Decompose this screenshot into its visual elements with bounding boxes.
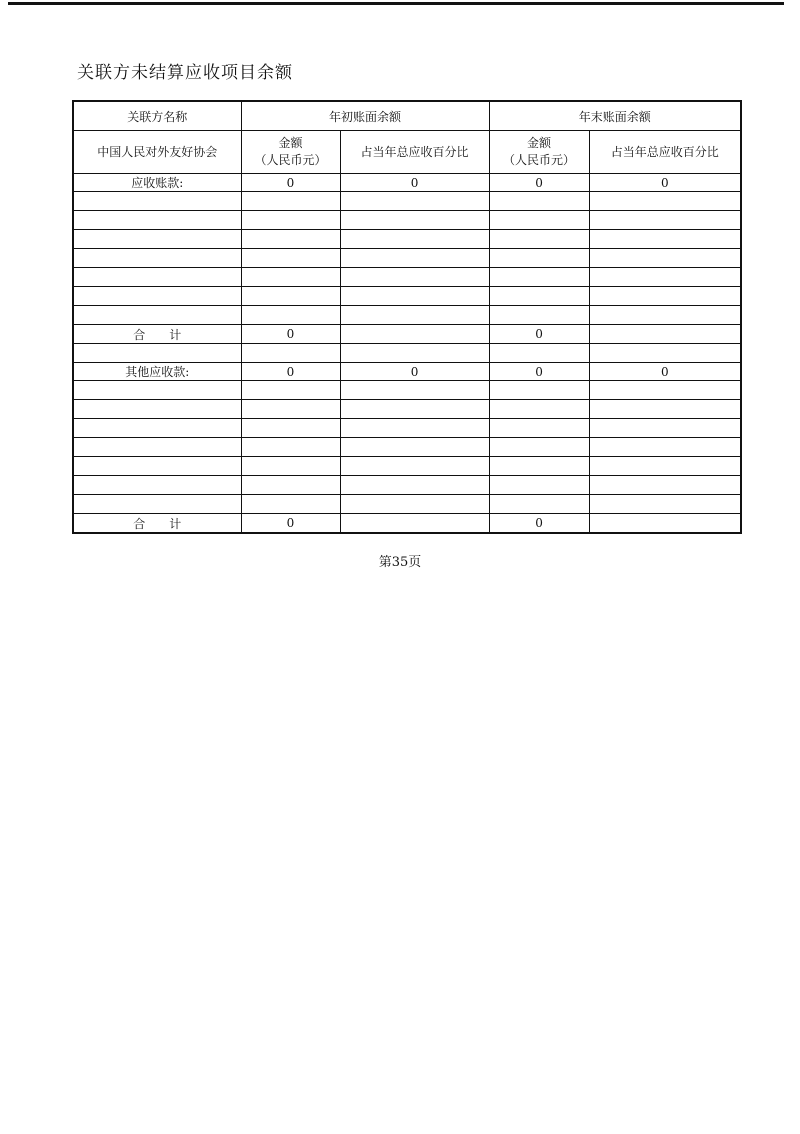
- opening-amount-cell: 0: [241, 174, 340, 192]
- closing-amount-header: [489, 131, 589, 174]
- amount-label: 金额: [278, 136, 303, 150]
- total-label: 合 计: [73, 325, 241, 344]
- party-name-cell: 中国人民对外友好协会: [73, 131, 241, 174]
- row-label: 应收账款:: [73, 174, 241, 192]
- closing-balance-header: 年末账面余额: [489, 101, 741, 131]
- row-label: 其他应收款:: [73, 363, 241, 381]
- empty-row: [73, 287, 741, 306]
- other-receivables-row: [73, 363, 741, 381]
- page-title: 关联方未结算应收项目余额: [77, 63, 293, 83]
- opening-amount-cell: 0: [241, 363, 340, 381]
- header-row-2: [73, 131, 741, 174]
- header-row-1: [73, 101, 741, 131]
- receivables-table: [72, 100, 742, 534]
- empty-row: [73, 476, 741, 495]
- other-total-row: [73, 514, 741, 534]
- party-name-header: 关联方名称: [73, 101, 241, 131]
- amount-label: 金额: [527, 136, 552, 150]
- empty-row: [73, 249, 741, 268]
- closing-pct-cell: 0: [589, 363, 741, 381]
- opening-pct-cell: 0: [340, 174, 489, 192]
- opening-amount-header: [241, 131, 340, 174]
- closing-pct-cell: 0: [589, 174, 741, 192]
- empty-row: [73, 495, 741, 514]
- closing-amount-cell: 0: [489, 363, 589, 381]
- empty-row: [73, 306, 741, 325]
- currency-label: （人民币元）: [503, 153, 576, 167]
- empty-row: [73, 230, 741, 249]
- opening-balance-header: 年初账面余额: [241, 101, 489, 131]
- closing-amount-cell: 0: [489, 174, 589, 192]
- top-border-line: [8, 2, 784, 5]
- empty-row: [73, 381, 741, 400]
- empty-row: [73, 192, 741, 211]
- empty-row: [73, 344, 741, 363]
- opening-total-cell: 0: [241, 325, 340, 344]
- opening-pct-header: 占当年总应收百分比: [340, 131, 489, 174]
- empty-row: [73, 211, 741, 230]
- page-number: 第35页: [378, 555, 422, 570]
- closing-total-cell: 0: [489, 325, 589, 344]
- closing-total-cell: 0: [489, 514, 589, 534]
- receivables-row: [73, 174, 741, 192]
- empty-row: [73, 268, 741, 287]
- currency-label: （人民币元）: [254, 153, 327, 167]
- empty-row: [73, 457, 741, 476]
- opening-total-cell: 0: [241, 514, 340, 534]
- receivables-total-row: [73, 325, 741, 344]
- empty-row: [73, 419, 741, 438]
- empty-row: [73, 400, 741, 419]
- total-label: 合 计: [73, 514, 241, 534]
- opening-pct-cell: 0: [340, 363, 489, 381]
- empty-row: [73, 438, 741, 457]
- closing-pct-header: 占当年总应收百分比: [589, 131, 741, 174]
